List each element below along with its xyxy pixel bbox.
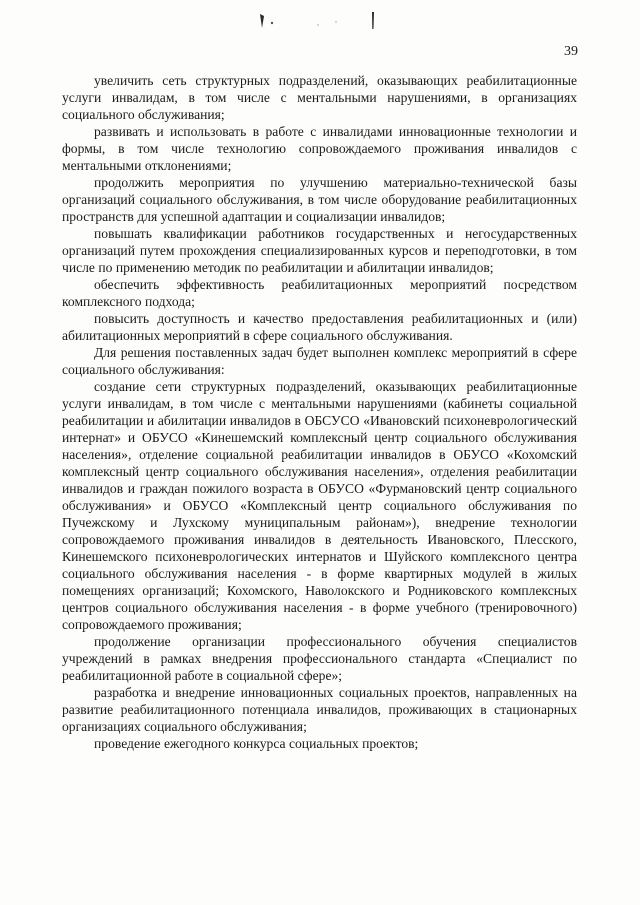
paragraph: создание сети структурных подразделений, оказывающих реабилитационные услуги инвалидам, в том числе с ментальными нарушениями (кабинеты социальной реабилитации и абилитации инвалидов в ОБСУСО «Ивановский психоневрологический интернат» и ОБУСО «Кинешемский комплексный центр социального обслуживания населения», отделение социальной реабилитации инвалидов в ОБУСО «Кохомский комплексный центр социального обслуживания населения», отделения реабилитации инвалидов и граждан пожилого возраста в ОБУСО «Фурмановский центр социального обслуживания» и ОБУСО «Комплексный центр социального обслуживания по Пучежскому и Лухскому муниципальным районам»), внедрение технологии сопровождаемого проживания инвалидов в деятельность Ивановского, Плесского, Кинешемского психоневрологических интернатов и Шуйского комплексного центра социального обслуживания населения - в форме квартирных модулей в жилых помещениях организаций; Кохомского, Наволокского и Родниковского комплексных центров социального обслуживания населения - в форме учебного (тренировочного) сопровождаемого проживания; <box>62 379 577 632</box>
paragraph: развивать и использовать в работе с инвалидами инновационные технологии и формы, в том числе технологию сопровождаемого проживания инвалидов с ментальными отклонениями; <box>62 124 577 173</box>
paragraph: повышать квалификации работников государственных и негосударственных организаций путем прохождения специализированных курсов и переподготовки, в том числе по применению методик по реабилитации и абилитации инвалидов; <box>62 226 577 275</box>
scan-artifact-marks <box>258 8 388 30</box>
paragraph: обеспечить эффективность реабилитационных мероприятий посредством комплексного подхода; <box>62 277 577 309</box>
document-body <box>62 72 577 752</box>
paragraph: повысить доступность и качество предоставления реабилитационных и (или) абилитационных мероприятий в сфере социального обслуживания. <box>62 311 577 343</box>
paragraph: продолжить мероприятия по улучшению материально-технической базы организаций социального обслуживания, в том числе оборудование реабилитационных пространств для успешной адаптации и социализации инвалидов; <box>62 175 577 224</box>
paragraph: проведение ежегодного конкурса социальных проектов; <box>94 736 419 751</box>
paragraph: Для решения поставленных задач будет выполнен комплекс мероприятий в сфере социального обслуживания: <box>62 345 577 377</box>
page-number: 39 <box>564 44 578 59</box>
paragraph: разработка и внедрение инновационных социальных проектов, направленных на развитие реабилитационного потенциала инвалидов, проживающих в стационарных организациях социального обслуживания; <box>62 685 577 734</box>
paragraph: продолжение организации профессионального обучения специалистов учреждений в рамках внедрения профессионального стандарта «Специалист по реабилитационной работе в социальной сфере»; <box>62 634 577 683</box>
paragraph: увеличить сеть структурных подразделений, оказывающих реабилитационные услуги инвалидам, в том числе с ментальными нарушениями, в организациях социального обслуживания; <box>62 73 577 122</box>
